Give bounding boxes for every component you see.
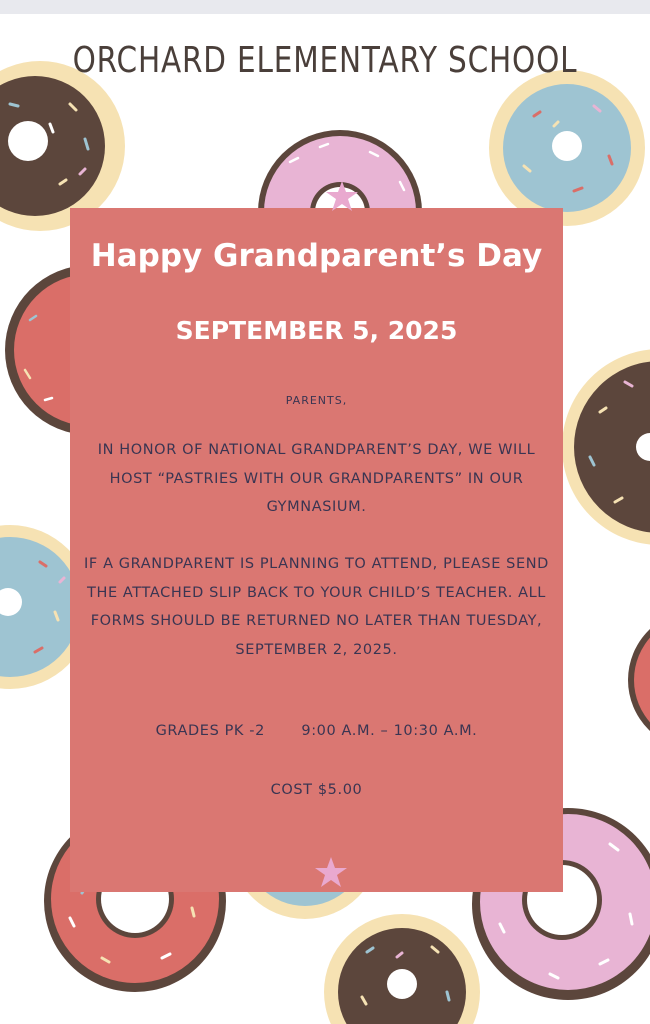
red-donut-left: [0, 260, 80, 440]
blue-donut-top-right: [484, 66, 650, 226]
salutation: PARENTS,: [285, 394, 348, 407]
grades-label: GRADES PK -2: [155, 723, 265, 739]
event-date: SEPTEMBER 5, 2025: [175, 316, 458, 345]
chocolate-donut-bottom: [322, 912, 482, 1024]
invitation-paragraph: IN HONOR OF NATIONAL GRANDPARENT’S DAY, WE WILL HOST “PASTRIES WITH OUR GRANDPARENTS” IN OUR GYMNASIUM.: [97, 442, 536, 515]
chocolate-donut-right: [560, 342, 650, 552]
school-title: ORCHARD ELEMENTARY SCHOOL: [72, 40, 578, 81]
star-icon-bottom: [314, 856, 348, 890]
browser-top-bar: [0, 0, 650, 14]
time-range: 9:00 A.M. – 10:30 A.M.: [301, 723, 478, 739]
rsvp-paragraph: IF A GRANDPARENT IS PLANNING TO ATTEND, PLEASE SEND THE ATTACHED SLIP BACK TO YOUR CHILD’S TEACHER. ALL FORMS SHOULD BE RETURNED NO LATER THAN TUESDAY, SEPTEMBER 2, 2025.: [84, 556, 549, 658]
star-icon-top: [325, 180, 359, 214]
schedule-line: [70, 723, 563, 739]
headline: Happy Grandparent’s Day: [90, 238, 543, 274]
flyer-page: [0, 14, 650, 1024]
announcement-card: [70, 208, 563, 892]
cost-label: COST $5.00: [270, 782, 363, 798]
red-donut-right: [618, 610, 650, 750]
